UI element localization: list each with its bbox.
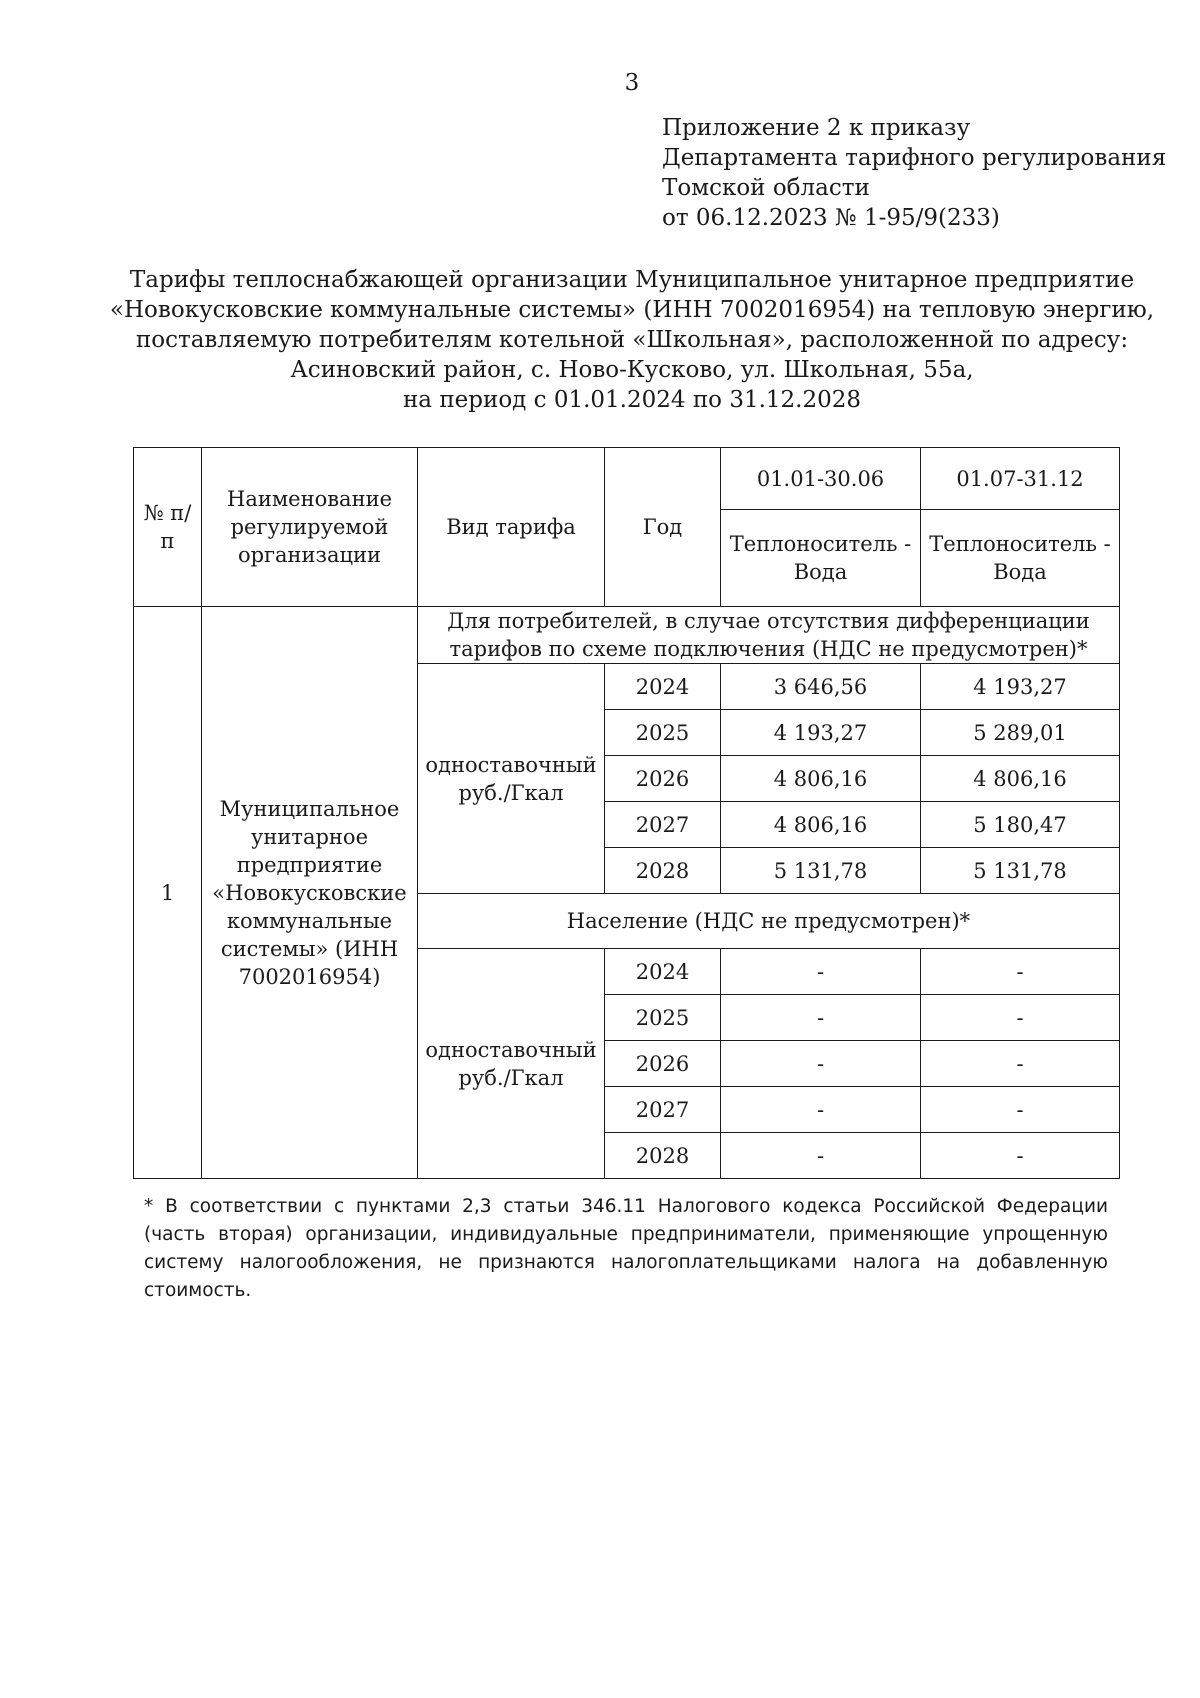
tariff-h2-cell: 5 131,78	[921, 848, 1120, 894]
title-line: «Новокусковские коммунальные системы» (ИНН 7002016954) на тепловую энергию,	[109, 297, 1155, 323]
header-period-2: 01.07-31.12	[921, 448, 1120, 510]
title-line: на период с 01.01.2024 по 31.12.2028	[402, 387, 862, 413]
tariff-h1-cell: -	[721, 1133, 921, 1179]
tariff-h2-cell: -	[921, 995, 1120, 1041]
organization-name: Муниципальное унитарное предприятие «Новокусковские коммунальные системы» (ИНН 7002016954)	[202, 607, 418, 1179]
tariff-h2-cell: -	[921, 1087, 1120, 1133]
year-cell: 2026	[605, 756, 721, 802]
group-subheader-row	[134, 607, 1120, 664]
title-line: Асиновский район, с. Ново-Кусково, ул. Школьная, 55а,	[290, 357, 974, 383]
appendix-reference	[662, 113, 1166, 233]
appendix-line: от 06.12.2023 № 1-95/9(233)	[662, 205, 1000, 231]
appendix-line: Приложение 2 к приказу	[662, 115, 971, 141]
tariff-h2-cell: 4 806,16	[921, 756, 1120, 802]
tariff-h2-cell: -	[921, 1041, 1120, 1087]
tariff-h2-cell: -	[921, 949, 1120, 995]
footnote: * В соответствии с пунктами 2,3 статьи 346.11 Налогового кодекса Российской Федерации (часть вторая) организации, индивидуальные предприниматели, применяющие упрощенную систему налогообложения, не признаются налогоплательщиками налога на добавленную стоимость.	[144, 1196, 1108, 1301]
tariff-h2-cell: 5 180,47	[921, 802, 1120, 848]
year-cell: 2024	[605, 949, 721, 995]
year-cell: 2025	[605, 710, 721, 756]
title-line: поставляемую потребителям котельной «Школьная», расположенной по адресу:	[135, 327, 1129, 353]
year-cell: 2024	[605, 664, 721, 710]
header-num: № п/п	[134, 448, 202, 607]
header-carrier-1: Теплоноситель - Вода	[721, 510, 921, 607]
appendix-line: Департамента тарифного регулирования	[662, 145, 1167, 171]
tariff-h1-cell: -	[721, 1041, 921, 1087]
tariff-h2-cell: 4 193,27	[921, 664, 1120, 710]
group-subheader: Для потребителей, в случае отсутствия дифференциации тарифов по схеме подключения (НДС не предусмотрен)*	[418, 607, 1120, 664]
appendix-line: Томской области	[662, 175, 870, 201]
document-title	[100, 265, 1164, 415]
tariff-h1-cell: 4 193,27	[721, 710, 921, 756]
tariff-h1-cell: 3 646,56	[721, 664, 921, 710]
tariff-h1-cell: 4 806,16	[721, 756, 921, 802]
year-cell: 2027	[605, 1087, 721, 1133]
tariff-table	[133, 447, 1120, 1179]
tariff-h1-cell: 5 131,78	[721, 848, 921, 894]
tariff-h2-cell: 5 289,01	[921, 710, 1120, 756]
group-subheader: Население (НДС не предусмотрен)*	[418, 894, 1120, 949]
year-cell: 2028	[605, 1133, 721, 1179]
page-number: 3	[624, 70, 640, 96]
year-cell: 2026	[605, 1041, 721, 1087]
year-cell: 2027	[605, 802, 721, 848]
tariff-h1-cell: -	[721, 995, 921, 1041]
header-org-name: Наименование регулируемой организации	[202, 448, 418, 607]
tariff-h2-cell: -	[921, 1133, 1120, 1179]
header-tariff-type: Вид тарифа	[418, 448, 605, 607]
tariff-h1-cell: -	[721, 949, 921, 995]
tariff-type-cell: одноставочный руб./Гкал	[418, 949, 605, 1179]
year-cell: 2028	[605, 848, 721, 894]
row-number: 1	[134, 607, 202, 1179]
title-line: Тарифы теплоснабжающей организации Муниципальное унитарное предприятие	[129, 267, 1135, 293]
header-row	[134, 448, 1120, 510]
header-carrier-2: Теплоноситель - Вода	[921, 510, 1120, 607]
year-cell: 2025	[605, 995, 721, 1041]
tariff-h1-cell: 4 806,16	[721, 802, 921, 848]
tariff-type-cell: одноставочный руб./Гкал	[418, 664, 605, 894]
tariff-h1-cell: -	[721, 1087, 921, 1133]
header-period-1: 01.01-30.06	[721, 448, 921, 510]
header-year: Год	[605, 448, 721, 607]
